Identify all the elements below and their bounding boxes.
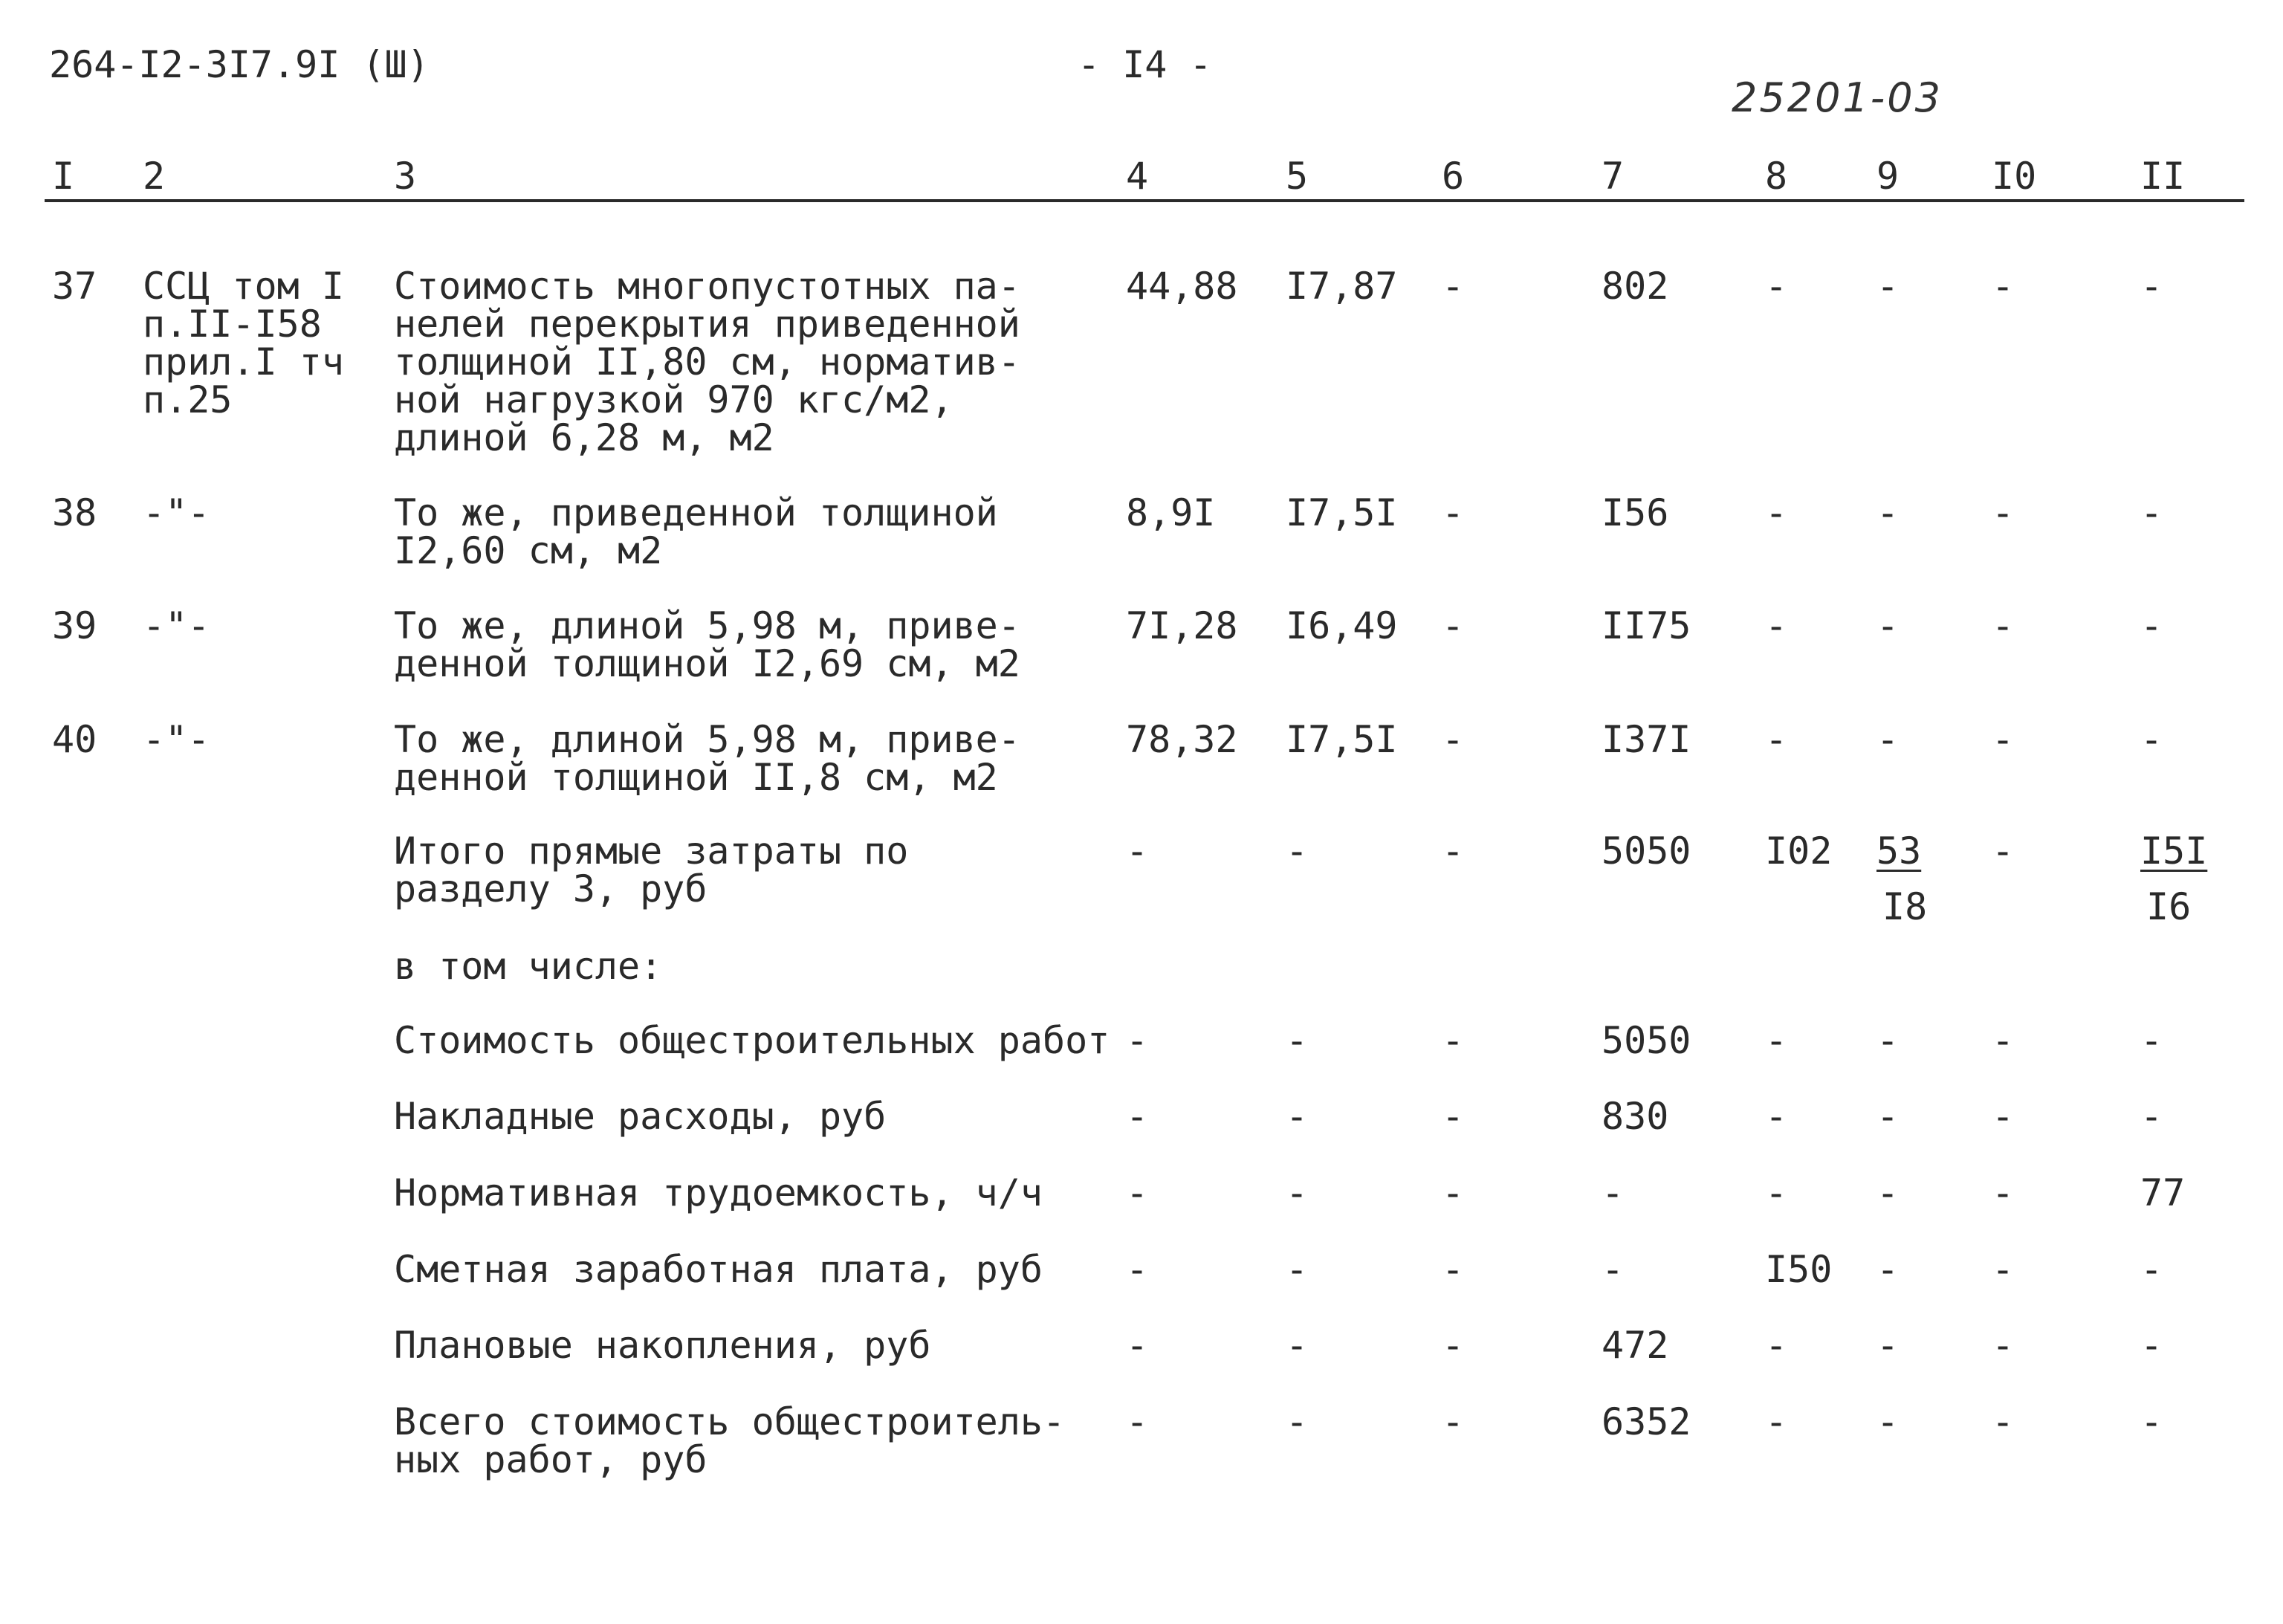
column-header-1: I [52, 155, 75, 198]
cell-col-5: - [1286, 1248, 1309, 1291]
column-header-3: 3 [394, 155, 417, 198]
cell-col-8: - [1765, 265, 1788, 308]
description-line: Нормативная трудоемкость, ч/ч [394, 1171, 1043, 1214]
cell-col-11: - [2140, 1324, 2163, 1367]
cell-col-11: 77 [2140, 1171, 2186, 1214]
cell-col-10: - [1992, 718, 2015, 761]
cell-col-4: 7I,28 [1126, 604, 1238, 647]
description-line: То же, приведенной толщиной [394, 491, 998, 534]
cell-col-5: I7,5I [1286, 718, 1398, 761]
cell-col-4: 8,9I [1126, 491, 1216, 534]
row-number: 37 [52, 265, 97, 308]
cell-col-4: - [1126, 1324, 1149, 1367]
cell-col-6: - [1442, 1248, 1465, 1291]
cell-col-6: - [1442, 1400, 1465, 1443]
cell-col-9: - [1876, 604, 1900, 647]
document-code: 264-I2-3I7.9I (Ш) [49, 43, 430, 86]
cell-col-10: - [1992, 1095, 2015, 1138]
cell-col-10: - [1992, 1171, 2015, 1214]
cell-col-9: - [1876, 1400, 1900, 1443]
cell-col-5: - [1286, 1095, 1309, 1138]
cell-col-4: - [1126, 829, 1149, 873]
cell-col-5: I6,49 [1286, 604, 1398, 647]
cell-col-6: - [1442, 491, 1465, 534]
cell-col-7: - [1602, 1171, 1625, 1214]
cell-col-5: - [1286, 1400, 1309, 1443]
description-line: в том числе: [394, 945, 663, 988]
cell-col-6: - [1442, 1324, 1465, 1367]
description-line: Накладные расходы, руб [394, 1095, 887, 1138]
cell-col-10: - [1992, 491, 2015, 534]
cell-col-7: - [1602, 1248, 1625, 1291]
cell-col-9: - [1876, 1095, 1900, 1138]
cell-col-8: - [1765, 604, 1788, 647]
cell-col-10: - [1992, 265, 2015, 308]
cell-col-4: 44,88 [1126, 265, 1238, 308]
description-line: длиной 6,28 м, м2 [394, 416, 774, 459]
description-line: денной толщиной I2,69 см, м2 [394, 642, 1020, 685]
cell-col-5: I7,5I [1286, 491, 1398, 534]
cell-col-8: - [1765, 718, 1788, 761]
cell-col-6: - [1442, 1095, 1465, 1138]
cell-col-7: 6352 [1602, 1400, 1691, 1443]
cell-col-9: - [1876, 1171, 1900, 1214]
cell-col-9: - [1876, 1019, 1900, 1062]
cell-col-6: - [1442, 1171, 1465, 1214]
page-number: - I4 - [1078, 43, 1212, 86]
cell-col-6: - [1442, 829, 1465, 873]
cell-col-9: 53 [1876, 829, 1922, 873]
cell-col-8: - [1765, 1095, 1788, 1138]
handwritten-registration-number: 25201-03 [1732, 74, 1943, 121]
cell-col-5: - [1286, 829, 1309, 873]
cell-col-4: - [1126, 1171, 1149, 1214]
description-line: Плановые накопления, руб [394, 1324, 931, 1367]
cell-col-7: 802 [1602, 265, 1669, 308]
cell-col-4: - [1126, 1019, 1149, 1062]
cell-col-7: I37I [1602, 718, 1691, 761]
cell-col-10: - [1992, 604, 2015, 647]
description-line: То же, длиной 5,98 м, приве- [394, 604, 1020, 647]
cell-col-8: - [1765, 1019, 1788, 1062]
cell-col-6: - [1442, 604, 1465, 647]
reference-line: п.25 [143, 378, 233, 421]
cell-col-4: - [1126, 1095, 1149, 1138]
reference-line: прил.I тч [143, 340, 344, 384]
column-header-11: II [2140, 155, 2186, 198]
column-header-7: 7 [1602, 155, 1625, 198]
description-line: ной нагрузкой 970 кгс/м2, [394, 378, 953, 421]
cell-col-11: - [2140, 491, 2163, 534]
description-line: Всего стоимость общестроитель- [394, 1400, 1066, 1443]
cell-col-11: - [2140, 604, 2163, 647]
cell-col-7: 5050 [1602, 829, 1691, 873]
cell-col-7: 472 [1602, 1324, 1669, 1367]
cell-col-7: II75 [1602, 604, 1691, 647]
cell-col-5: - [1286, 1019, 1309, 1062]
description-line: Стоимость общестроительных работ [394, 1019, 1110, 1062]
cell-col-7: 830 [1602, 1095, 1669, 1138]
description-line: I2,60 см, м2 [394, 529, 663, 572]
cell-col-9: - [1876, 491, 1900, 534]
cell-col-6: - [1442, 1019, 1465, 1062]
cell-col-11: - [2140, 1248, 2163, 1291]
column-header-6: 6 [1442, 155, 1465, 198]
cell-col-9-denominator: I8 [1882, 885, 1928, 928]
reference-line: -"- [143, 604, 210, 647]
description-line: денной толщиной II,8 см, м2 [394, 756, 998, 799]
header-rule [45, 199, 2244, 202]
description-line: толщиной II,80 см, норматив- [394, 340, 1020, 384]
column-header-2: 2 [143, 155, 166, 198]
row-number: 38 [52, 491, 97, 534]
column-header-5: 5 [1286, 155, 1309, 198]
cell-col-4: 78,32 [1126, 718, 1238, 761]
cell-col-5: - [1286, 1171, 1309, 1214]
cell-col-6: - [1442, 265, 1465, 308]
description-line: То же, длиной 5,98 м, приве- [394, 718, 1020, 761]
reference-line: -"- [143, 718, 210, 761]
cell-col-7: 5050 [1602, 1019, 1691, 1062]
cell-col-11: - [2140, 265, 2163, 308]
column-header-10: I0 [1992, 155, 2037, 198]
cell-col-5: - [1286, 1324, 1309, 1367]
column-header-4: 4 [1126, 155, 1149, 198]
cell-col-10: - [1992, 1400, 2015, 1443]
cell-col-9: - [1876, 1248, 1900, 1291]
cell-col-10: - [1992, 1324, 2015, 1367]
cell-col-8: - [1765, 1324, 1788, 1367]
reference-line: -"- [143, 491, 210, 534]
column-header-8: 8 [1765, 155, 1788, 198]
reference-line: ССЦ том I [143, 265, 344, 308]
cell-col-9: - [1876, 1324, 1900, 1367]
cell-col-11: - [2140, 1019, 2163, 1062]
cell-col-10: - [1992, 829, 2015, 873]
cell-col-4: - [1126, 1400, 1149, 1443]
cell-col-6: - [1442, 718, 1465, 761]
description-line: ных работ, руб [394, 1438, 707, 1481]
cell-col-8: - [1765, 1400, 1788, 1443]
cell-col-5: I7,87 [1286, 265, 1398, 308]
cell-col-8: - [1765, 491, 1788, 534]
cell-col-8: - [1765, 1171, 1788, 1214]
reference-line: п.II-I58 [143, 303, 322, 346]
description-line: нелей перекрытия приведенной [394, 303, 1020, 346]
cell-col-8: I50 [1765, 1248, 1833, 1291]
description-line: разделу 3, руб [394, 867, 707, 910]
cell-col-9: - [1876, 718, 1900, 761]
cell-col-10: - [1992, 1248, 2015, 1291]
cell-col-4: - [1126, 1248, 1149, 1291]
description-line: Итого прямые затраты по [394, 829, 909, 873]
row-number: 39 [52, 604, 97, 647]
cell-col-10: - [1992, 1019, 2015, 1062]
cell-col-7: I56 [1602, 491, 1669, 534]
cell-col-11: - [2140, 1400, 2163, 1443]
description-line: Сметная заработная плата, руб [394, 1248, 1043, 1291]
cell-col-9: - [1876, 265, 1900, 308]
cell-col-11: - [2140, 1095, 2163, 1138]
column-header-9: 9 [1876, 155, 1900, 198]
row-number: 40 [52, 718, 97, 761]
description-line: Стоимость многопустотных па- [394, 265, 1020, 308]
cell-col-11: - [2140, 718, 2163, 761]
cell-col-11: I5I [2140, 829, 2208, 873]
cell-col-8: I02 [1765, 829, 1833, 873]
cell-col-11-denominator: I6 [2146, 885, 2192, 928]
